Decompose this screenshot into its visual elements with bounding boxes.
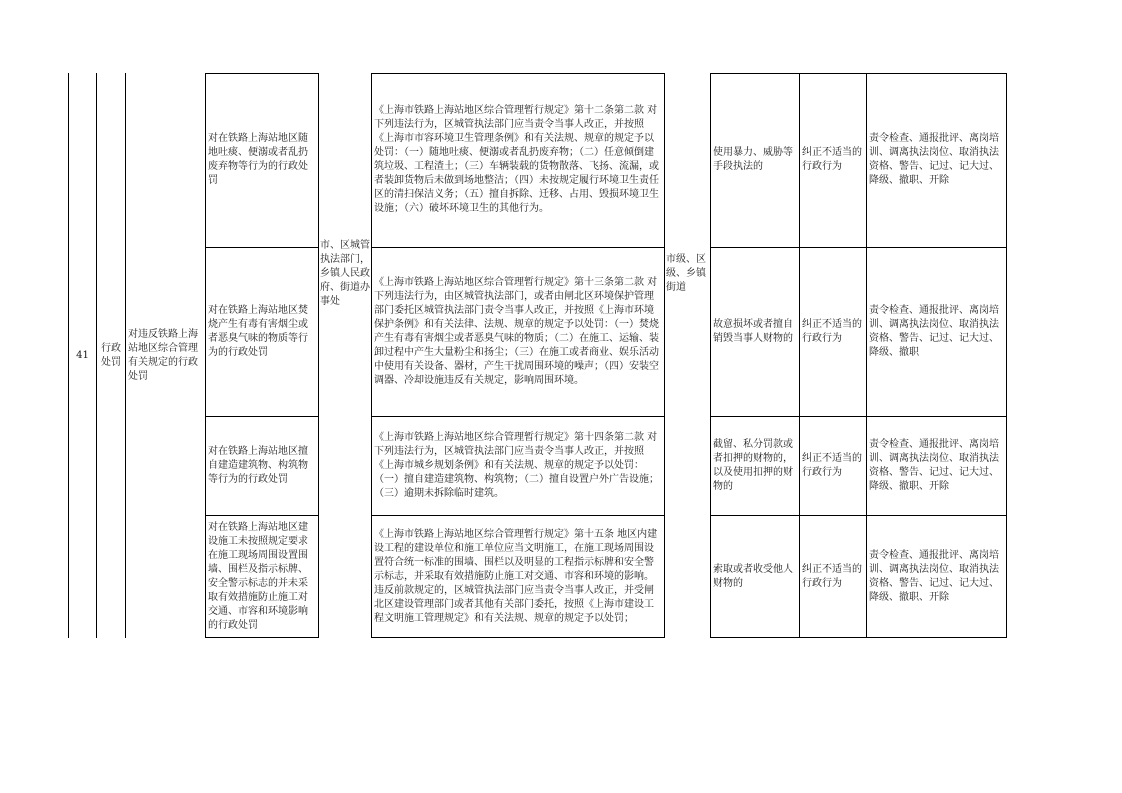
administrative-act: 纠正不适当的行政行为	[802, 318, 862, 344]
row-number: 41	[76, 349, 89, 361]
table-border	[664, 73, 665, 638]
row-title: 对违反铁路上海站地区综合管理有关规定的行政处罚	[128, 328, 198, 382]
legal-basis: 《上海市铁路上海站地区综合管理暂行规定》第十三条第二款 对下列违法行为，由区城管执法部门，或者由闸北区环境保护管理部门委托区城管执法部门责令当事人改正，并按照《上海市环境保护条例》和有关法律、法规、规章的规定予以处罚：（一）焚烧产生有毒有害烟尘或者恶臭气味的物质；（二）在施工、运输、装卸过程中产生大量粉尘和扬尘；（三）在施工或者商业、娱乐活动中使用有关设备、器材，产生干扰周围环境的噪声；（四）安装空调器、冷却设施违反有关规定，影响周围环境。	[374, 276, 659, 386]
liability-situation: 使用暴力、威胁等手段执法的	[713, 147, 793, 172]
item-name: 对在铁路上海站地区焚烧产生有毒有害烟尘或者恶臭气味的物质等行为的行政处罚	[208, 304, 308, 358]
liability-measures: 责令检查、通报批评、离岗培训、调离执法岗位、取消执法资格、警告、记过、记大过、降级、撤职、开除	[869, 133, 999, 186]
liability-situation: 截留、私分罚款或者扣押的财物的，以及使用扣押的财物的	[713, 438, 793, 492]
table-border	[96, 73, 97, 638]
liability-measures: 责令检查、通报批评、离岗培训、调离执法岗位、取消执法资格、警告、记过、记大过、降级、撤职、开除	[869, 438, 999, 492]
row-category: 行政处罚	[101, 342, 121, 368]
table-border	[125, 73, 126, 638]
legal-basis: 《上海市铁路上海站地区综合管理暂行规定》第十四条第二款 对下列违法行为，区城管执法部门应当责令当事人改正，并按照《上海市城乡规划条例》和有关法规、规章的规定予以处罚：（一）擅自建造建筑物、构筑物；（二）擅自设置户外广告设施；（三）逾期未拆除临时建筑。	[374, 431, 659, 499]
item-name: 对在铁路上海站地区擅自建造建筑物、构筑物等行为的行政处罚	[208, 445, 308, 485]
legal-basis: 《上海市铁路上海站地区综合管理暂行规定》第十五条 地区内建设工程的建设单位和施工单位应当文明施工，在施工现场周围设置符合统一标准的围墙、围栏以及明显的工程指示标牌和安全警示标志，并采取有效措施防止施工对交通、市容和环境的影响。违反前款规定的，区城管执法部门应当责令当事人改正，并受闸北区建设管理部门或者其他有关部门委托，按照《上海市建设工程文明施工管理规定》和有关法规、规章的规定予以处罚；	[374, 528, 658, 624]
table-border	[710, 637, 1007, 638]
administrative-act: 纠正不适当的行政行为	[802, 452, 862, 478]
table-border	[371, 73, 372, 638]
administrative-act: 纠正不适当的行政行为	[802, 147, 862, 172]
table-border	[866, 73, 867, 638]
table-border	[710, 73, 711, 638]
table-border	[318, 73, 319, 638]
table-border	[371, 637, 665, 638]
enforcement-body: 市、区城管执法部门，乡镇人民政府、街道办事处	[320, 240, 370, 307]
item-name: 对在铁路上海站地区随地吐痰、便溺或者乱扔废弃物等行为的行政处罚	[208, 133, 308, 186]
item-name: 对在铁路上海站地区建设施工未按照规定要求在施工现场周围设置围墙、围栏及指示标牌、安全警示标志的并未采取有效措施防止施工对交通、市容和环境影响的行政处罚	[208, 521, 308, 631]
table-border	[1006, 73, 1007, 638]
table-border	[68, 73, 69, 638]
liability-situation: 索取或者收受他人财物的	[713, 563, 793, 589]
administrative-act: 纠正不适当的行政行为	[802, 563, 862, 589]
liability-measures: 责令检查、通报批评、离岗培训、调离执法岗位、取消执法资格、警告、记过、记大过、降级、撤职	[869, 304, 999, 358]
table-border	[205, 637, 319, 638]
jurisdiction: 市级、区级、乡镇街道	[666, 254, 706, 293]
liability-situation: 故意损坏或者擅自销毁当事人财物的	[713, 318, 793, 344]
legal-basis: 《上海市铁路上海站地区综合管理暂行规定》第十二条第二款 对下列违法行为，区城管执法部门应当责令当事人改正，并按照《上海市市容环境卫生管理条例》和有关法规、规章的规定予以处罚：（一）随地吐痰、便溺或者乱扔废弃物；（二）任意倾倒建筑垃圾、工程渣土；（三）车辆装载的货物散落、飞扬、流漏，或者装卸货物后未做到场地整洁；（四）未按规定履行环境卫生责任区的清扫保洁义务；（五）擅自拆除、迁移、占用、毁损环境卫生设施；（六）破坏环境卫生的其他行为。	[374, 105, 659, 214]
liability-measures: 责令检查、通报批评、离岗培训、调离执法岗位、取消执法资格、警告、记过、记大过、降级、撤职、开除	[869, 549, 999, 603]
table-border	[205, 73, 206, 638]
table-border	[799, 73, 800, 638]
